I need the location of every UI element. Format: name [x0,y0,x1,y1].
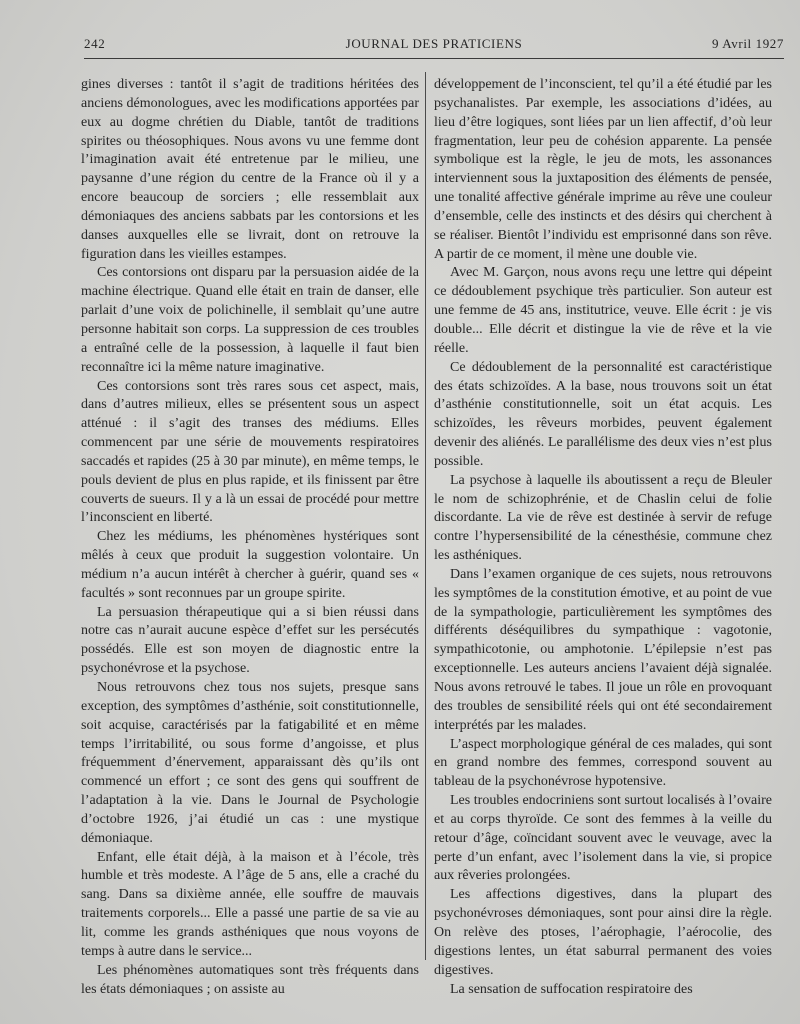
paragraph: Ces contorsions ont disparu par la persuasion aidée de la machine électrique. Quand elle était en train de danser, elle parlait d’une voix de polichinelle, il semblait qu’une autre personne habitait son corps. La suppression de ces troubles a entraîné celle de la possession, à laquelle il faut bien reconnaître ici la même nature imaginative. [81,265,419,375]
paragraph: Chez les médiums, les phénomènes hystériques sont mêlés à ceux que produit la suggestion volontaire. Un médium n’a aucun intérêt à chercher à guérir, quand ses « facultés » sont reconnues par un groupe spirite. [81,529,419,601]
running-header [84,36,784,56]
issue-date: 9 Avril 1927 [712,36,784,51]
paragraph: Les affections digestives, dans la plupart des psychonévroses démoniaques, sont pour ainsi dire la règle. On relève des ptoses, l’aérophagie, l’aérocolie, des digestions lentes, un état saburral permanent des voies digestives. [434,887,772,978]
left-column [81,76,419,999]
right-column [434,76,772,999]
paragraph: Avec M. Garçon, nous avons reçu une lettre qui dépeint ce dédoublement psychique très particulier. Son auteur est une femme de 45 ans, institutrice, veuve. Elle écrit : je vis double... Elle décrit et distingue la vie de rêve et la vie réelle. [434,265,772,356]
page-number: 242 [84,36,106,51]
paragraph: Dans l’examen organique de ces sujets, nous retrouvons les symptômes de la constitution émotive, et au point de vue de la sympathologie, particulièrement les symptômes des différents déséquilibres du sympathique : vagotonie, sympathicotonie, ou amphotonie. L’épilepsie n’est pas exceptionnelle. Les auteurs anciens l’avaient déjà signalée. Nous avons retrouvé le tabes. Il joue un rôle en provoquant des troubles de sensibilité réels qui ont été secondairement interprétés par les malades. [434,566,772,733]
paragraph: La psychose à laquelle ils aboutissent a reçu de Bleuler le nom de schizophrénie, et de Chaslin celui de folie discordante. La vie de rêve est destinée à servir de refuge contre l’hypersensibilité de la cénesthésie, commune chez les asthéniques. [434,472,772,564]
paragraph: La persuasion thérapeutique qui a si bien réussi dans notre cas n’aurait aucune espèce d’effet sur les persécutés possédés. Elle est son moyen de diagnostic entre la psychonévrose et la psychose. [81,604,419,677]
paragraph: Enfant, elle était déjà, à la maison et à l’école, très humble et très modeste. A l’âge de 5 ans, elle a craché du sang. Dans sa dixième année, elle souffre de mauvais traitements corporels... Elle a passé une partie de sa vie au lit, comme les grands asthéniques que nous voyons de temps à autre dans le service... [81,849,419,959]
paragraph: Les troubles endocriniens sont surtout localisés à l’ovaire et au corps thyroïde. Ce sont des femmes à la veille du retour d’âge, coïncidant souvent avec le veuvage, avec la perte d’un enfant, avec l’isolement dans la vie, si propice aux rêveries prolongées. [434,793,772,884]
paragraph: L’aspect morphologique général de ces malades, qui sont en grand nombre des femmes, correspond souvent au tableau de la psychonévrose hypotensive. [434,736,772,790]
header-rule [84,58,784,59]
paragraph: Ce dédoublement de la personnalité est caractéristique des états schizoïdes. A la base, nous trouvons soit un état d’asthénie constitutionnelle, soit un état acquis. Les schizoïdes, les rêveurs morbides, peuvent également devenir des aliénés. Le parallélisme des deux vies n’est plus possible. [434,359,772,469]
column-divider [425,72,426,960]
paragraph: développement de l’inconscient, tel qu’il a été étudié par les psychanalistes. Par exemple, les associations d’idées, au lieu d’être logiques, sont liées par un lien affectif, d’où leur fragmentation, leur peu de cohésion apparente. La pensée symbolique est la règle, le jeu de mots, les assonances interviennent sous la juxtaposition des éléments de pensée, une tonalité affective générale imprime au rêve une couleur d’ensemble, celle des instincts et des désirs qui cherchent à se réaliser. Bientôt l’individu est emprisonné dans son rêve. A partir de ce moment, il mène une double vie. [434,77,772,262]
paragraph: La sensation de suffocation respiratoire des [450,981,693,997]
paragraph: Ces contorsions sont très rares sous cet aspect, mais, dans d’autres milieux, elles se présentent sous un aspect atténué : il s’agit des transes des médiums. Elles commencent par une série de mouvements respiratoires saccadés et rapides (25 à 30 par minute), en même temps, le pouls devient de plus en plus rapide, et ils finissent par être couverts de sueurs. Il y a là un essai de procédé pour mettre l’inconscient en liberté. [81,378,419,526]
paragraph: Les phénomènes automatiques sont très fréquents dans les états démoniaques ; on assiste au [81,962,419,997]
paragraph: gines diverses : tantôt il s’agit de traditions héritées des anciens démonologues, avec les modifications apportées par eux au dogme chrétien du Diable, tantôt de traditions spirites ou théosophiques. Nous avons vu une femme dont l’imagination avait été entretenue par le milieu, une paysanne d’une région du centre de la France où il y a encore beaucoup de sorciers ; elle ressemblait aux démoniaques des anciens sabbats par les contorsions et les danses auxquelles elle se livrait, dont on retrouve la figuration dans les vieilles estampes. [81,77,419,262]
journal-title: JOURNAL DES PRATICIENS [345,36,523,51]
paragraph: Nous retrouvons chez tous nos sujets, presque sans exception, des symptômes d’asthénie, soit constitutionnelle, soit acquise, caractérisés par la fatigabilité et en même temps l’irritabilité, ou sous forme d’angoisse, et plus fréquemment d’énervement, apparaissant dès qu’ils ont commencé un effort ; ce sont des gens qui souffrent de l’adaptation à la vie. Dans le Journal de Psychologie d’octobre 1926, j’ai étudié un cas : une mystique démoniaque. [81,680,419,846]
